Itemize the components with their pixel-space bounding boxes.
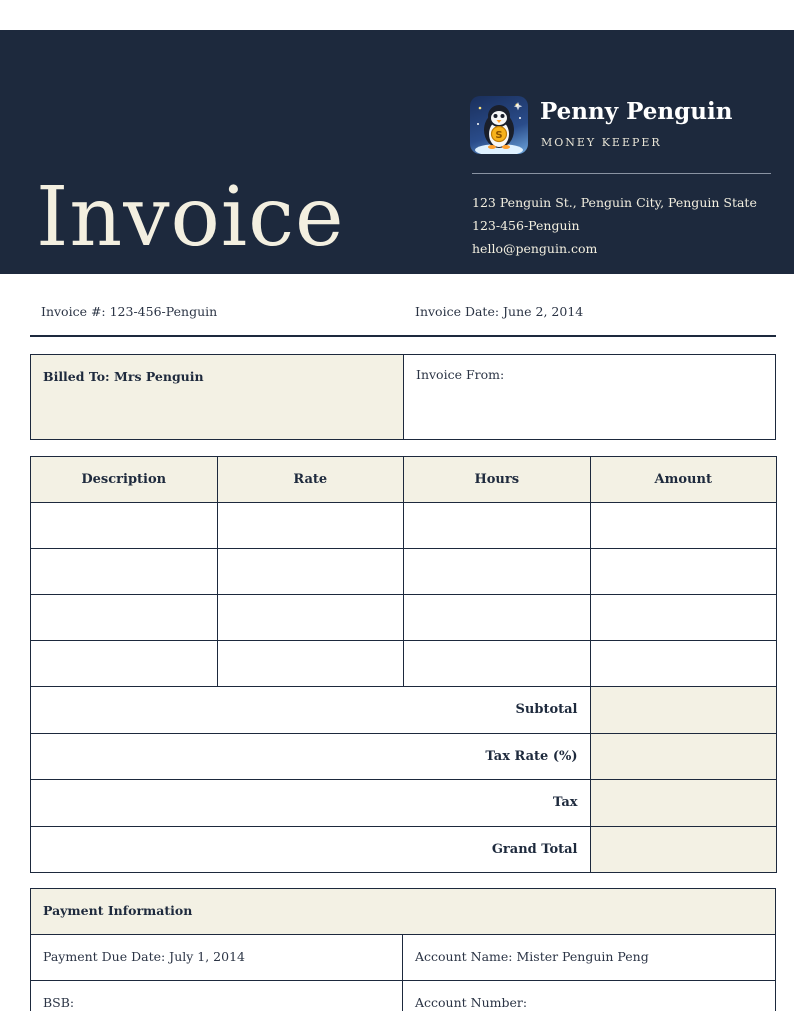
billing-box	[30, 354, 776, 440]
table-row	[31, 595, 777, 641]
grand-total-row	[31, 826, 777, 873]
invoice-header	[0, 30, 794, 274]
description-cell[interactable]	[31, 549, 218, 595]
column-header-description: Description	[31, 457, 218, 503]
tax-rate-label: Tax Rate (%)	[31, 733, 591, 780]
grand-total-value[interactable]	[590, 826, 777, 873]
rate-cell[interactable]	[217, 503, 404, 549]
email-link[interactable]: hello@penguin.com	[472, 241, 598, 256]
table-row	[31, 503, 777, 549]
rate-cell[interactable]	[217, 549, 404, 595]
line-items-table	[30, 456, 777, 873]
account-name-field[interactable]: Account Name: Mister Penguin Peng	[415, 949, 649, 964]
amount-cell[interactable]	[590, 595, 777, 641]
phone-text: 123-456-Penguin	[472, 218, 580, 233]
hours-cell[interactable]	[404, 503, 591, 549]
tax-rate-row	[31, 733, 777, 780]
hours-cell[interactable]	[404, 549, 591, 595]
brand-tagline: MONEY KEEPER	[541, 136, 662, 149]
account-number-field[interactable]: Account Number:	[415, 995, 528, 1010]
payment-row	[31, 935, 775, 981]
tax-row	[31, 780, 777, 827]
description-cell[interactable]	[31, 503, 218, 549]
description-cell[interactable]	[31, 641, 218, 687]
rate-cell[interactable]	[217, 641, 404, 687]
column-header-amount: Amount	[590, 457, 777, 503]
column-header-hours: Hours	[404, 457, 591, 503]
table-header-row	[31, 457, 777, 503]
table-row	[31, 641, 777, 687]
tax-value[interactable]	[590, 780, 777, 827]
subtotal-label: Subtotal	[31, 687, 591, 734]
hours-cell[interactable]	[404, 641, 591, 687]
address-text: 123 Penguin St., Penguin City, Penguin State	[472, 195, 757, 210]
amount-cell[interactable]	[590, 549, 777, 595]
hours-cell[interactable]	[404, 595, 591, 641]
amount-cell[interactable]	[590, 641, 777, 687]
payment-information-box	[30, 888, 776, 1011]
rate-cell[interactable]	[217, 595, 404, 641]
billed-to-field[interactable]: Billed To: Mrs Penguin	[31, 355, 404, 439]
grand-total-label: Grand Total	[31, 826, 591, 873]
amount-cell[interactable]	[590, 503, 777, 549]
payment-row	[31, 981, 775, 1011]
subtotal-row	[31, 687, 777, 734]
tax-label: Tax	[31, 780, 591, 827]
table-row	[31, 549, 777, 595]
description-cell[interactable]	[31, 595, 218, 641]
invoice-date: Invoice Date: June 2, 2014	[415, 304, 584, 319]
tax-rate-value[interactable]	[590, 733, 777, 780]
payment-due-date-field[interactable]: Payment Due Date: July 1, 2014	[31, 935, 403, 980]
header-divider	[472, 173, 771, 174]
meta-divider	[30, 335, 776, 337]
bsb-field[interactable]: BSB:	[31, 981, 403, 1011]
brand-name: Penny Penguin	[540, 98, 733, 125]
svg-text:S: S	[495, 130, 503, 141]
column-header-rate: Rate	[217, 457, 404, 503]
payment-heading: Payment Information	[31, 889, 775, 935]
penguin-coin-icon	[470, 96, 528, 154]
invoice-from-field[interactable]: Invoice From:	[416, 367, 505, 382]
invoice-number: Invoice #: 123-456-Penguin	[41, 304, 218, 319]
page-title: Invoice	[36, 170, 345, 265]
subtotal-value[interactable]	[590, 687, 777, 734]
